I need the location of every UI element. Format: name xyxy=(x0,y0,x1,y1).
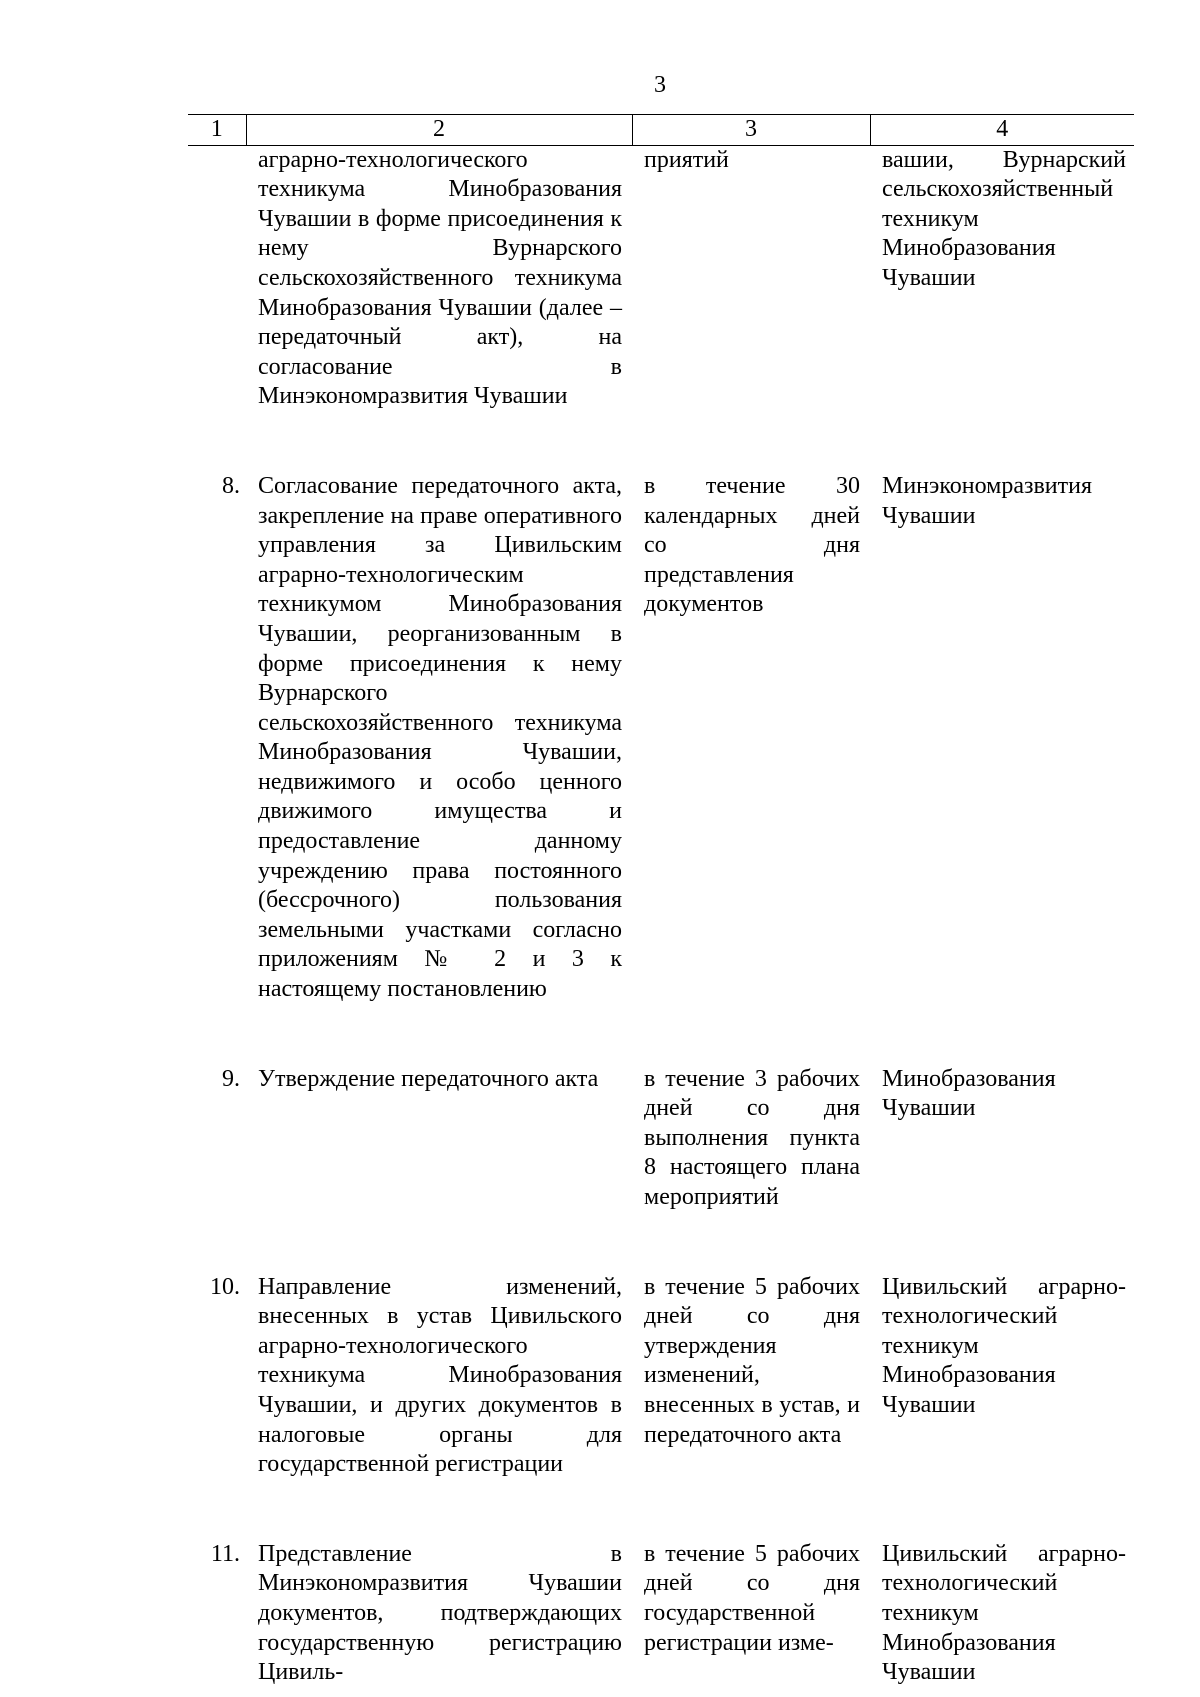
row-action: Направление изменений, внесенных в устав Цивильского аграрно-технологического техникума Минобразования Чувашии, и других документов в налоговые органы для государственной регистрации xyxy=(258,1273,622,1478)
column-header-3: 3 xyxy=(632,115,870,146)
row-action: Согласование передаточного акта, закрепление на праве оперативного управления за Цивильским аграрно-технологическим техникумом Минобразования Чувашии, реорганизованным в форме присоединения к нему Вурнарского сельскохозяйственного техникума Минобразования Чувашии, недвижимого и особо ценного движимого имущества и предоставление данному учреждению права постоянного (бессрочного) пользования земельными участками согласно приложениям № 2 и 3 к настоящему постановлению xyxy=(258,472,622,1003)
row-action: Представление в Минэкономразвития Чувашии документов, подтверждающих государственную регистрацию Цивиль- xyxy=(258,1540,622,1686)
row-responsible: Минобразования Чувашии xyxy=(882,1065,1056,1122)
action-plan-table xyxy=(188,114,1134,1688)
row-action: аграрно-технологического техникума Минобразования Чувашии в форме присоединения к нему Вурнарского сельскохозяйственного техникума Минобразования Чувашии (далее – передаточный акт), на согласование в Минэкономразвития Чувашии xyxy=(258,146,622,410)
column-header-2: 2 xyxy=(246,115,632,146)
table-row xyxy=(188,145,1134,412)
table-row xyxy=(188,1540,1134,1688)
row-deadline: в течение 3 рабочих дней со дня выполнения пункта 8 настоящего плана мероприятий xyxy=(644,1065,860,1210)
table-row xyxy=(188,1273,1134,1480)
row-responsible: Минэкономразвития Чувашии xyxy=(882,472,1093,529)
row-deadline: в течение 5 рабочих дней со дня утверждения изменений, внесенных в устав, и передаточного акта xyxy=(644,1273,860,1448)
column-header-4: 4 xyxy=(870,115,1134,146)
row-deadline: приятий xyxy=(644,146,729,173)
table-header xyxy=(188,115,1134,146)
row-deadline: в течение 5 рабочих дней со дня государственной регистрации изме- xyxy=(644,1540,860,1656)
row-action: Утверждение передаточного акта xyxy=(258,1065,599,1092)
row-number: 10. xyxy=(210,1273,240,1300)
row-number: 9. xyxy=(222,1065,240,1092)
page-number: 3 xyxy=(654,72,666,98)
row-number xyxy=(188,145,246,412)
row-number: 8. xyxy=(222,472,240,499)
row-number: 11. xyxy=(210,1540,240,1567)
row-responsible: Цивильский аграрно-технологический техникум Минобразования Чувашии xyxy=(882,1540,1126,1686)
column-header-1: 1 xyxy=(188,115,246,146)
table-row xyxy=(188,472,1134,1005)
table-row xyxy=(188,1065,1134,1213)
row-deadline: в течение 30 календарных дней со дня представления документов xyxy=(644,472,860,618)
row-responsible: вашии, Вурнарский сельскохозяйственный техникум Минобразования Чувашии xyxy=(882,146,1126,291)
row-responsible: Цивильский аграрно-технологический техникум Минобразования Чувашии xyxy=(882,1273,1126,1418)
